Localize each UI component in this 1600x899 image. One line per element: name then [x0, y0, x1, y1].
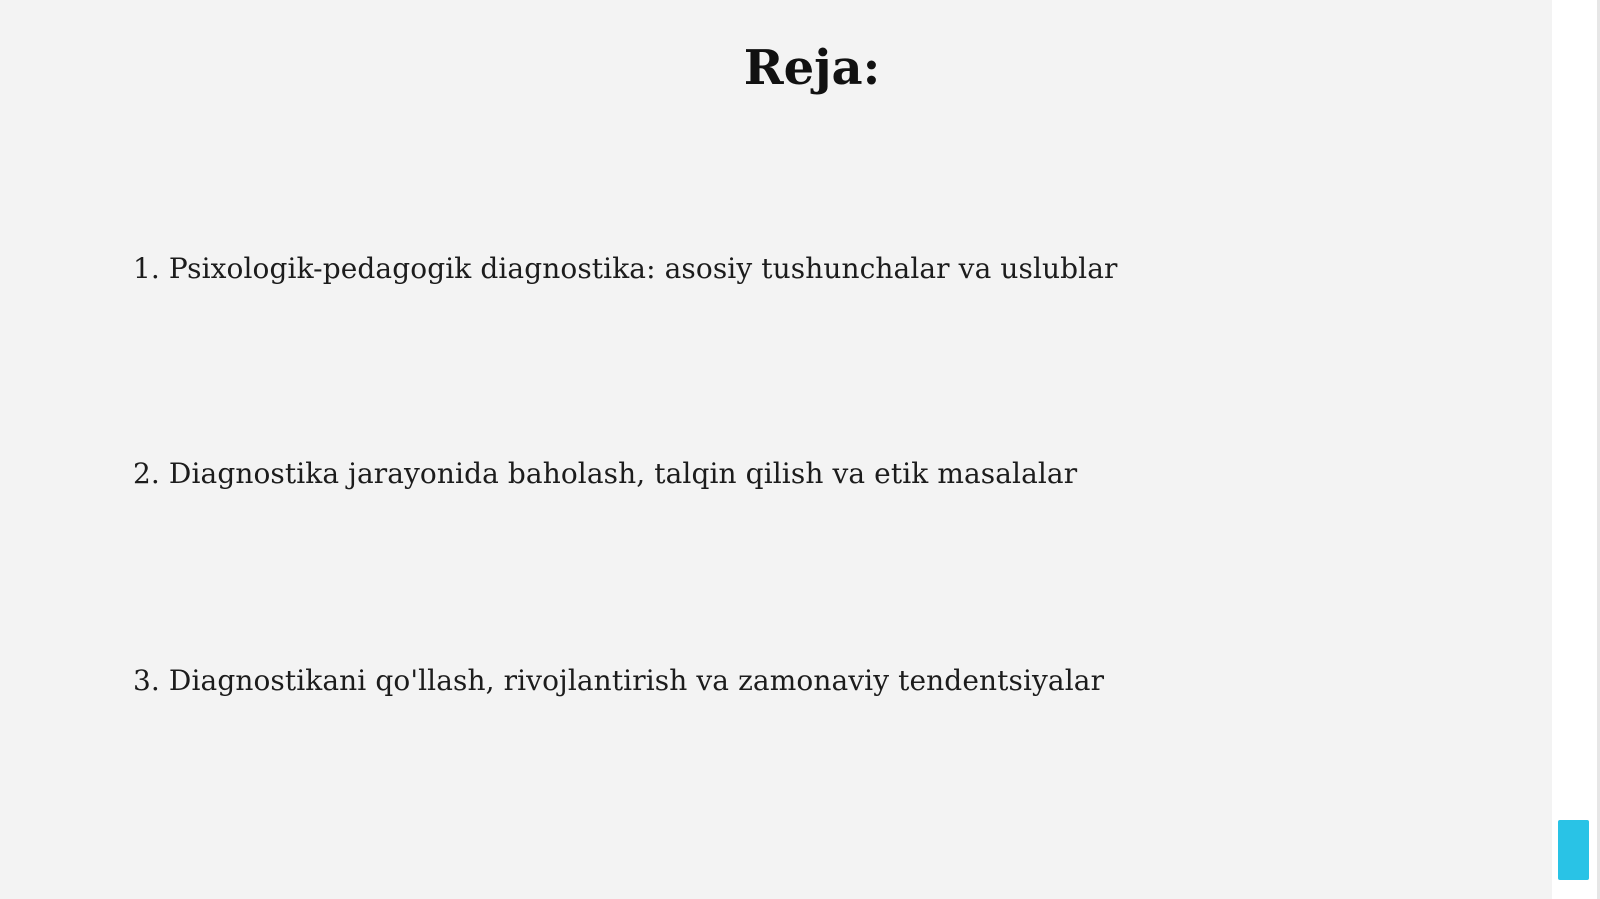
side-panel [1552, 0, 1600, 899]
plan-item-2: 2. Diagnostika jarayonida baholash, talqin qilish va etik masalalar [133, 457, 1078, 490]
plan-item-3: 3. Diagnostikani qo'llash, rivojlantirish va zamonaviy tendentsiyalar [133, 664, 1105, 697]
scroll-handle[interactable] [1558, 820, 1589, 880]
slide-title: Reja: [743, 40, 881, 96]
plan-item-1: 1. Psixologik-pedagogik diagnostika: asosiy tushunchalar va uslublar [133, 252, 1118, 285]
